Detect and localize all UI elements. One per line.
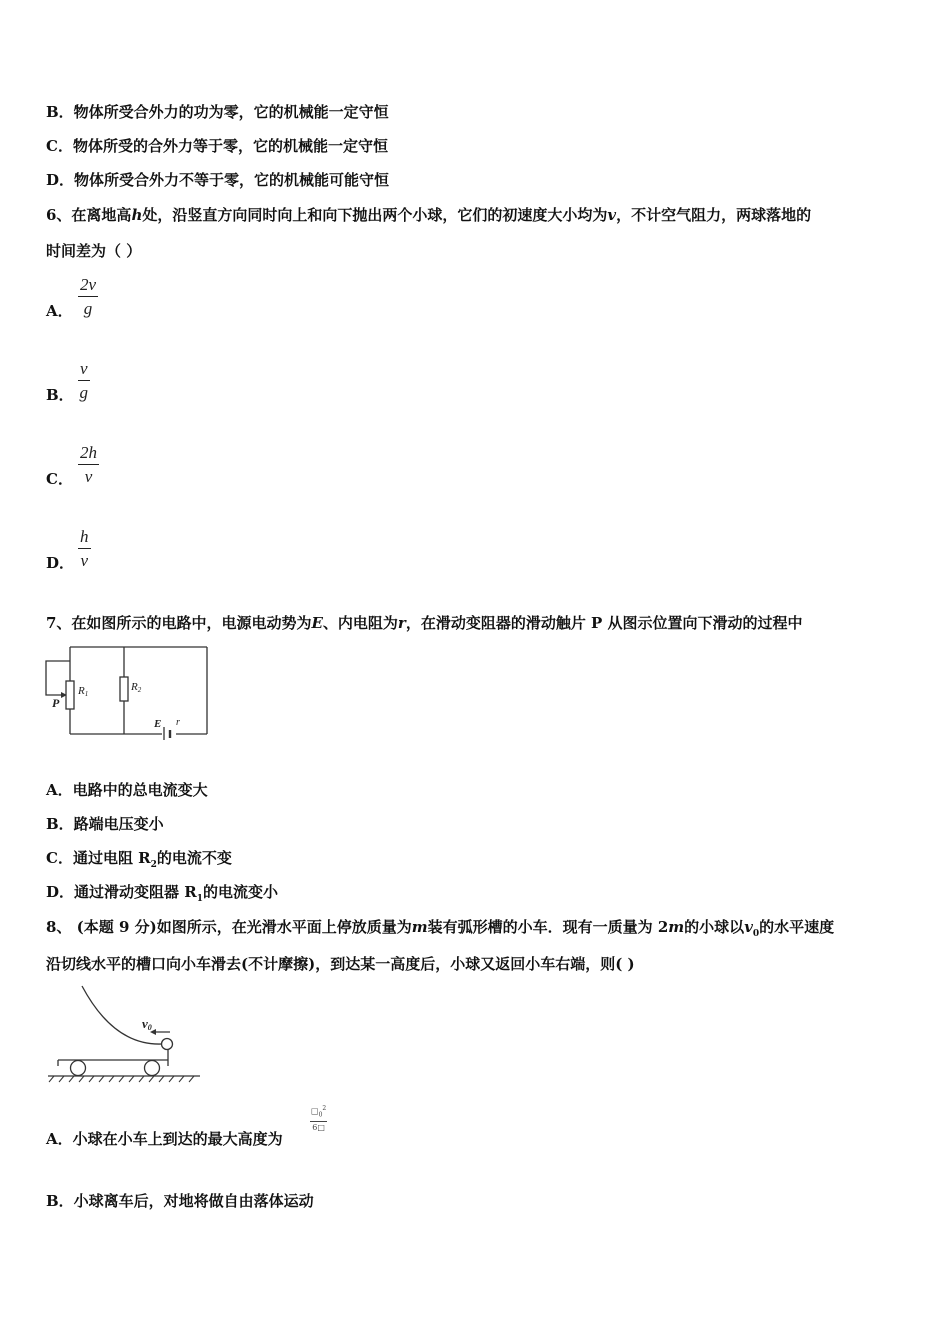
- q8-cart-diagram: [44, 984, 204, 1084]
- q7-option-c: C．通过电阻 $R_2$的电流不变: [46, 849, 232, 870]
- q6-option-b-label: B．: [46, 386, 74, 404]
- q7-option-b: B．路端电压变小: [46, 815, 164, 833]
- q7-option-a: A．电路中的总电流变大: [46, 781, 208, 799]
- q6-option-a-fraction: $\frac{2v}{g}$: [80, 275, 97, 318]
- q6-stem: 6、在离地高h处，沿竖直方向同时向上和向下抛出两个小球，它们的初速度大小均为v，不计空气阻力，两球落地的: [46, 206, 812, 224]
- label-p: P: [52, 696, 60, 710]
- ball: [162, 1039, 173, 1050]
- q6-var-h: h: [131, 206, 143, 224]
- q6-option-a-label: A．: [46, 302, 73, 320]
- q6-stem-line2: 时间差为（ ）: [46, 242, 142, 260]
- q7-option-d: D．通过滑动变阻器 $R_1$的电流变小: [46, 883, 278, 904]
- q8-stem: 8、 (本题 9 分)如图所示，在光滑水平面上停放质量为m装有弧形槽的小车．现有一质量为 2m的小球以$v_0$的水平速度: [46, 918, 835, 939]
- q8-option-a: A．小球在小车上到达的最大高度为: [46, 1130, 283, 1148]
- resistor-r2: [120, 677, 128, 701]
- q7-stem: 7、在如图所示的电路中，电源电动势为E、内电阻为r，在滑动变阻器的滑动触片 P 从图示位置向下滑动的过程中: [46, 614, 803, 632]
- q6-option-b-fraction: $\frac{v}{g}$: [79, 359, 89, 402]
- q6-option-c-label: C．: [46, 470, 73, 488]
- q6-option-d-fraction: $\frac{h}{v}$: [80, 527, 89, 570]
- q6-option-c-fraction: $\frac{2h}{v}$: [80, 443, 97, 486]
- q6-option-d-label: D．: [46, 554, 75, 572]
- q8-stem-line2: 沿切线水平的槽口向小车滑去(不计摩擦)，到达某一高度后，小球又返回小车右端，则( ): [46, 955, 635, 973]
- label-r2: R2: [131, 681, 142, 694]
- q5-option-b: B．物体所受合外力的功为零，它的机械能一定守恒: [46, 103, 389, 121]
- cart-wheel-left: [71, 1061, 86, 1076]
- q5-option-c: C．物体所受的合外力等于零，它的机械能一定守恒: [46, 137, 388, 155]
- label-r1: R1: [78, 685, 89, 698]
- q8-option-a-fraction: $□_0^2$ 6□: [311, 1105, 327, 1133]
- q8-option-b: B．小球离车后，对地将做自由落体运动: [46, 1192, 314, 1210]
- cart-wheel-right: [145, 1061, 160, 1076]
- label-v0: v0: [142, 1016, 152, 1032]
- label-e: E: [154, 718, 162, 730]
- q7-circuit-diagram: [40, 643, 215, 740]
- resistor-r1: [66, 681, 74, 709]
- q6-var-v: v: [607, 206, 617, 224]
- q5-option-d: D．物体所受合外力不等于零，它的机械能可能守恒: [46, 171, 390, 189]
- label-r: r: [176, 717, 180, 728]
